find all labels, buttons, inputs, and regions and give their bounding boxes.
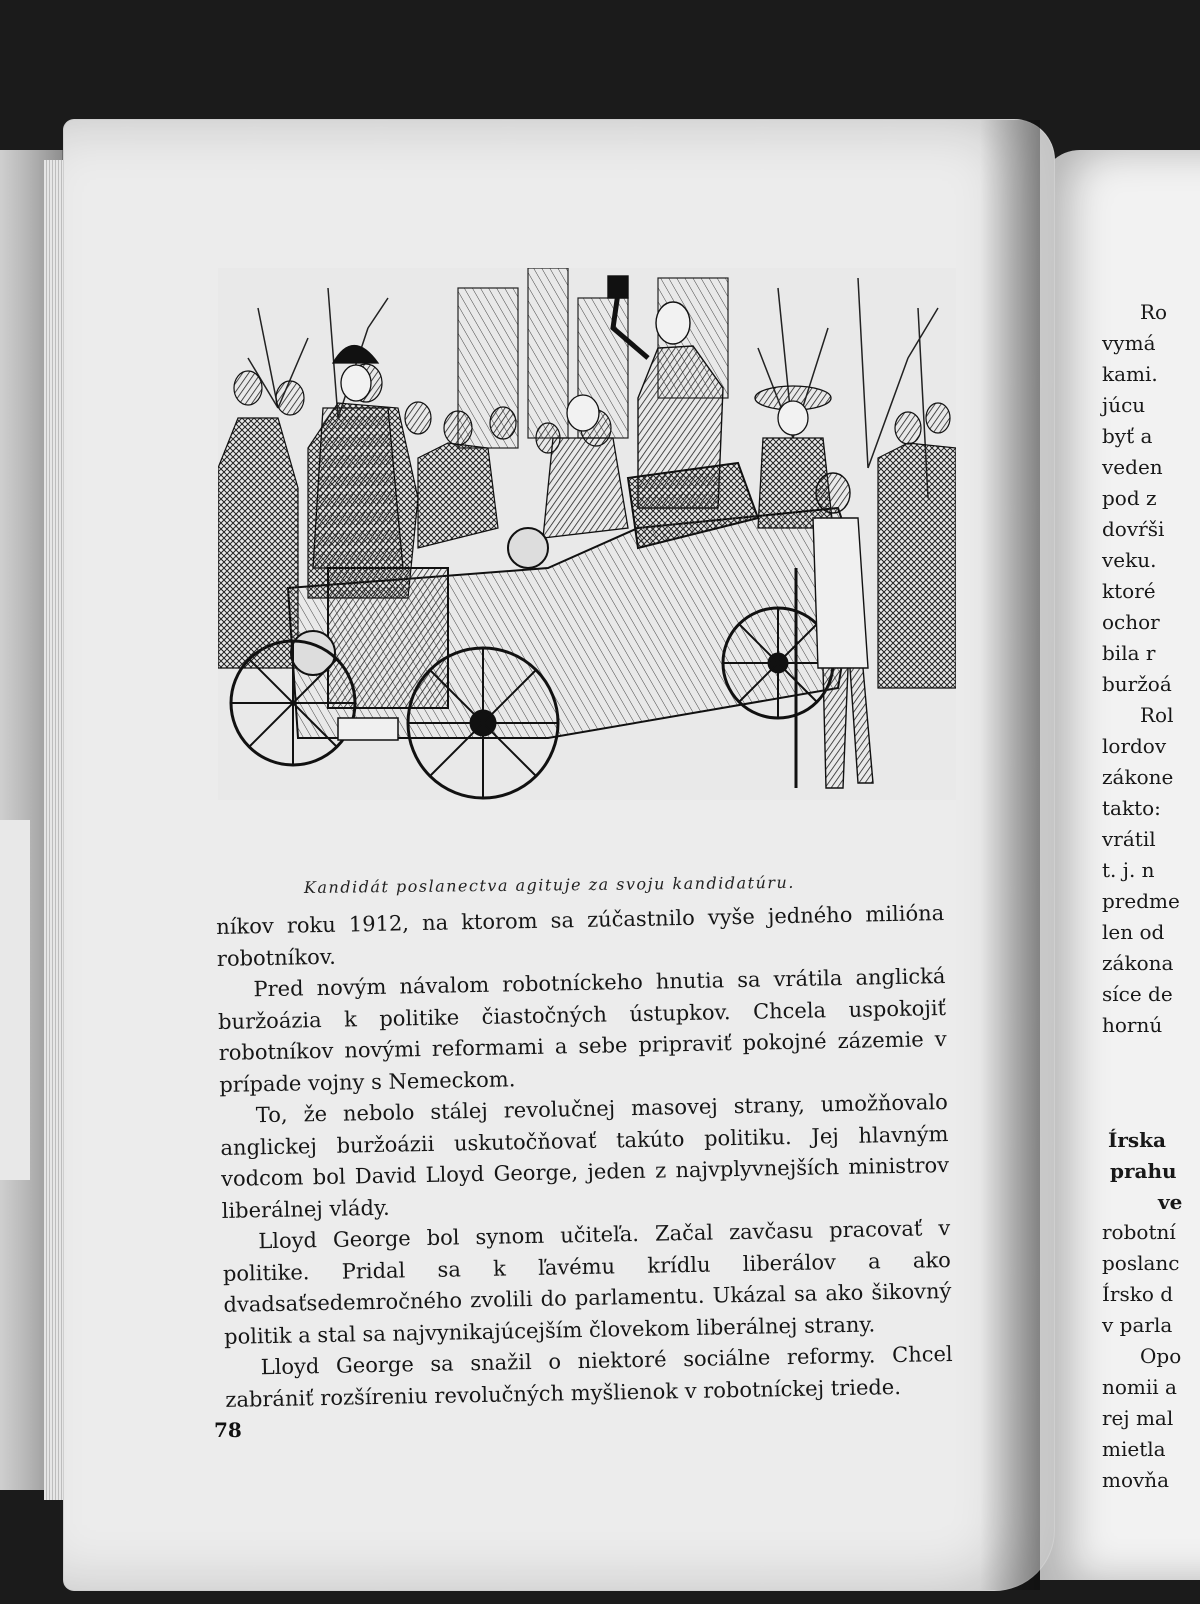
right-page-line: rej mal <box>1102 1406 1174 1430</box>
right-page-line: vrátil <box>1102 827 1156 851</box>
right-page-line: poslanc <box>1102 1251 1180 1275</box>
right-page-line: dovŕši <box>1102 517 1165 541</box>
right-page-line: predme <box>1102 889 1180 913</box>
right-page-line: Írsko d <box>1102 1282 1174 1306</box>
right-page-line: bila r <box>1102 641 1156 665</box>
right-page-line: Opo <box>1140 1344 1182 1368</box>
right-page-line: vymá <box>1102 331 1156 355</box>
right-page-line: hornú <box>1102 1013 1163 1037</box>
right-page-line: zákona <box>1102 951 1174 975</box>
right-page-line: nomii a <box>1102 1375 1177 1399</box>
photo-illustration-icon <box>218 268 956 800</box>
cover-label-strip <box>0 820 30 1180</box>
right-page-line: takto: <box>1102 796 1161 820</box>
paragraph: Lloyd George sa snažil o niektoré sociálne reformy. Chcel zabrániť rozšíreniu revolučných myšlienok v robotníckej triede. <box>225 1341 953 1412</box>
right-page-line: v parla <box>1102 1313 1173 1337</box>
right-page-line: kami. <box>1102 362 1158 386</box>
right-page-line: ochor <box>1102 610 1160 634</box>
right-facing-page <box>1040 150 1200 1580</box>
page-number: 78 <box>214 1418 242 1442</box>
right-page-line: júcu <box>1102 393 1146 417</box>
paragraph: To, že nebolo stálej revolučnej masovej strany, umožňovalo anglickej buržoázii uskutočňovať takúto politiku. Jej hlavným vodcom bol David Lloyd George, jeden z najvplyvnejších ministrov liberálnej vlády. <box>220 1089 950 1223</box>
paragraph: Lloyd George bol synom učiteľa. Začal zavčasu pracovať v politike. Pridal sa k ľavému krídlu liberálov a ako dvadsaťsedemročného zvolili do parlamentu. Ukázal sa ako šikovný politik a stal sa najvynikajúcejším človekom liberálnej strany. <box>222 1215 952 1349</box>
right-page-heading-line: prahu <box>1110 1159 1177 1183</box>
right-page-heading-line: ve <box>1158 1190 1183 1214</box>
right-page-line: mietla <box>1102 1437 1166 1461</box>
right-page-heading-line: Írska <box>1108 1128 1166 1152</box>
right-page-line: zákone <box>1102 765 1174 789</box>
right-page-line: robotní <box>1102 1220 1176 1244</box>
right-page-line: buržoá <box>1102 672 1172 696</box>
figure-caption: Kandidát poslanectva agituje za svoju kandidatúru. <box>303 872 795 897</box>
right-page-line: ktoré <box>1102 579 1156 603</box>
paragraph: Pred novým návalom robotníckeho hnutia sa vrátila anglická buržoázia k politike čiastočných ústupkov. Chcela uspokojiť robotníkov novými reformami a sebe pripraviť pokojné zázemie v prípade vojny s Nemeckom. <box>217 964 947 1097</box>
right-page-line: pod z <box>1102 486 1157 510</box>
right-page-line: veden <box>1102 455 1163 479</box>
illustration-candidate-car <box>218 268 956 800</box>
right-page-line: t. j. n <box>1102 858 1155 882</box>
right-page-line: len od <box>1102 920 1165 944</box>
right-page-line: Ro <box>1140 300 1168 324</box>
paragraph: níkov roku 1912, na ktorom sa zúčastnilo vyše jedného milióna robotníkov. <box>216 901 945 971</box>
right-page-line: lordov <box>1102 734 1167 758</box>
right-page-line: veku. <box>1102 548 1157 572</box>
body-text <box>216 898 954 1416</box>
right-page-line: síce de <box>1102 982 1173 1006</box>
right-page-line: movňa <box>1102 1468 1170 1492</box>
right-page-line: byť a <box>1102 424 1153 448</box>
right-page-line: Rol <box>1140 703 1174 727</box>
gutter-shadow <box>980 120 1040 1590</box>
